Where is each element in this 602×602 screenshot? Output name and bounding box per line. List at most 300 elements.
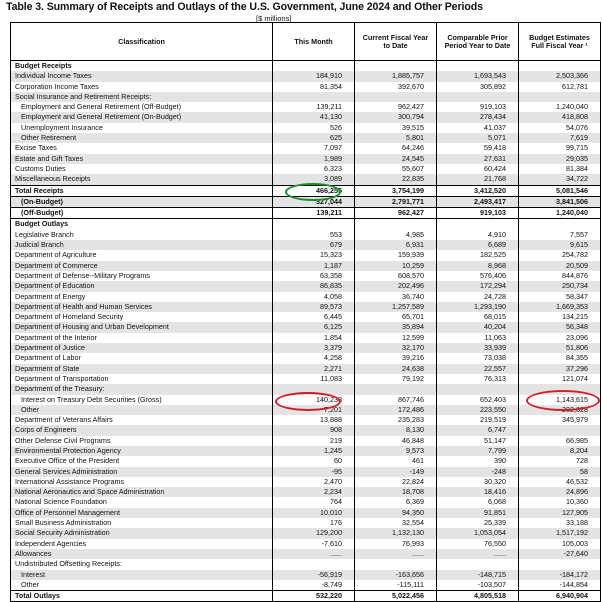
table-row [11, 528, 601, 538]
row-value: 2,271 [273, 364, 355, 374]
row-value: 2,470 [273, 477, 355, 487]
row-value: 39,216 [355, 353, 437, 363]
row-value: 5,071 [437, 133, 519, 143]
row-label: Employment and General Retirement (Off-Budget) [11, 102, 273, 112]
row-value: 9,573 [355, 446, 437, 456]
row-label: Environmental Protection Agency [11, 446, 273, 456]
row-value: 86,835 [273, 281, 355, 291]
row-value: 58,347 [519, 292, 601, 302]
row-value: 3,379 [273, 343, 355, 353]
row-value: 36,740 [355, 292, 437, 302]
row-value: 29,035 [519, 154, 601, 164]
row-value: 6,323 [273, 164, 355, 174]
row-value: -56,919 [273, 570, 355, 580]
row-value: 64,246 [355, 143, 437, 153]
table-row [11, 343, 601, 353]
row-label: Office of Personnel Management [11, 508, 273, 518]
row-value: 1,187 [273, 261, 355, 271]
row-value: 962,427 [355, 102, 437, 112]
row-value: 121,074 [519, 374, 601, 384]
row-value: -248 [437, 467, 519, 477]
table-row [11, 559, 601, 569]
row-value: 63,358 [273, 271, 355, 281]
row-label: Employment and General Retirement (On-Budget) [11, 112, 273, 122]
table-row [11, 436, 601, 446]
row-value: 33,939 [437, 343, 519, 353]
row-value [355, 219, 437, 230]
row-value: 56,348 [519, 322, 601, 332]
row-label: Legislative Branch [11, 230, 273, 240]
row-label: Individual Income Taxes [11, 71, 273, 81]
row-value: 18,416 [437, 487, 519, 497]
table-row [11, 185, 601, 196]
row-value: 1,669,353 [519, 302, 601, 312]
table-row [11, 133, 601, 143]
row-value: 7,201 [273, 405, 355, 415]
row-value: 139,211 [273, 208, 355, 219]
row-value: 81,384 [519, 164, 601, 174]
row-value: 76,993 [355, 539, 437, 549]
row-value: 32,170 [355, 343, 437, 353]
table-row [11, 508, 601, 518]
row-value: 300,794 [355, 112, 437, 122]
row-value: 176 [273, 518, 355, 528]
row-value: 18,708 [355, 487, 437, 497]
table-row [11, 250, 601, 260]
row-label: Department of Defense--Military Programs [11, 271, 273, 281]
row-value: 8,204 [519, 446, 601, 456]
table-row [11, 487, 601, 497]
row-value: 24,728 [437, 292, 519, 302]
row-value: 6,369 [355, 497, 437, 507]
row-value: -115,111 [355, 580, 437, 591]
row-value: 1,245 [273, 446, 355, 456]
row-value: 91,851 [437, 508, 519, 518]
row-value: 962,427 [355, 208, 437, 219]
row-label: Allowances [11, 549, 273, 559]
row-value: 127,905 [519, 508, 601, 518]
row-value: 22,824 [355, 477, 437, 487]
row-value: 202,496 [355, 281, 437, 291]
row-value: 235,283 [355, 415, 437, 425]
row-value: 4,910 [437, 230, 519, 240]
row-value [273, 559, 355, 569]
table-row [11, 549, 601, 559]
row-value [355, 384, 437, 394]
row-value: 6,125 [273, 322, 355, 332]
receipts-outlays-table [10, 22, 601, 602]
row-value: 5,801 [355, 133, 437, 143]
row-value: 11,083 [273, 374, 355, 384]
row-value: 6,940,904 [519, 591, 601, 602]
row-value: 4,985 [355, 230, 437, 240]
table-row [11, 374, 601, 384]
row-value: 1,143,615 [519, 395, 601, 405]
table-row [11, 539, 601, 549]
row-value: 576,406 [437, 271, 519, 281]
row-value: 345,979 [519, 415, 601, 425]
row-label: Total Outlays [11, 591, 273, 602]
row-label: Department of the Interior [11, 333, 273, 343]
row-value: 32,554 [355, 518, 437, 528]
row-value: 10,010 [273, 508, 355, 518]
row-label: Estate and Gift Taxes [11, 154, 273, 164]
row-value: 3,754,199 [355, 185, 437, 196]
row-value: 60 [273, 456, 355, 466]
row-value: 764 [273, 497, 355, 507]
row-value: 24,638 [355, 364, 437, 374]
row-value: 25,339 [437, 518, 519, 528]
row-value: -144,854 [519, 580, 601, 591]
row-value: 1,053,054 [437, 528, 519, 538]
row-value: 219,519 [437, 415, 519, 425]
row-value: -103,507 [437, 580, 519, 591]
header-budget-estimates: Budget Estimates Full Fiscal Year ¹ [519, 23, 601, 61]
row-label: Department of Health and Human Services [11, 302, 273, 312]
row-value: 46,848 [355, 436, 437, 446]
row-value: 81,354 [273, 82, 355, 92]
row-label: Customs Duties [11, 164, 273, 174]
row-value: 919,103 [437, 102, 519, 112]
row-value [519, 92, 601, 102]
row-value: 6,445 [273, 312, 355, 322]
table-row [11, 322, 601, 332]
row-value: 20,509 [519, 261, 601, 271]
row-value: 7,097 [273, 143, 355, 153]
row-value: 2,234 [273, 487, 355, 497]
row-value: 728 [519, 456, 601, 466]
row-value: 1,132,130 [355, 528, 437, 538]
table-row [11, 364, 601, 374]
row-value: 390 [437, 456, 519, 466]
table-row [11, 208, 601, 219]
row-value: 105,003 [519, 539, 601, 549]
row-value: 461 [355, 456, 437, 466]
table-row [11, 92, 601, 102]
row-label: Department of Agriculture [11, 250, 273, 260]
row-value: 24,545 [355, 154, 437, 164]
row-value: 1,240,040 [519, 208, 601, 219]
row-value: 2,503,366 [519, 71, 601, 81]
row-value [519, 559, 601, 569]
row-value: -8,749 [273, 580, 355, 591]
table-row [11, 123, 601, 133]
row-value: 4,058 [273, 292, 355, 302]
row-value: 159,939 [355, 250, 437, 260]
row-value: 1,885,757 [355, 71, 437, 81]
section-header-row [11, 219, 601, 230]
table-row [11, 591, 601, 602]
table-row [11, 415, 601, 425]
table-row [11, 154, 601, 164]
table-row [11, 230, 601, 240]
row-value: 6,068 [437, 497, 519, 507]
row-value: 37,296 [519, 364, 601, 374]
row-value: 84,355 [519, 353, 601, 363]
row-value [273, 61, 355, 72]
row-value: 418,808 [519, 112, 601, 122]
table-row [11, 281, 601, 291]
table-row [11, 261, 601, 271]
row-value: 223,550 [437, 405, 519, 415]
row-label: Total Receipts [11, 185, 273, 196]
row-value [437, 92, 519, 102]
table-row [11, 82, 601, 92]
table-row [11, 312, 601, 322]
row-label: International Assistance Programs [11, 477, 273, 487]
row-value: 27,631 [437, 154, 519, 164]
row-value: 2,493,417 [437, 196, 519, 207]
table-row [11, 112, 601, 122]
row-value: ...... [437, 549, 519, 559]
row-label: Other [11, 405, 273, 415]
row-value: 34,722 [519, 174, 601, 185]
row-value: 33,188 [519, 518, 601, 528]
row-value: 99,715 [519, 143, 601, 153]
row-label: Social Insurance and Retirement Receipts: [11, 92, 273, 102]
row-value: 625 [273, 133, 355, 143]
row-value: 55,607 [355, 164, 437, 174]
row-label: Undistributed Offsetting Receipts: [11, 559, 273, 569]
row-label: Budget Receipts [11, 61, 273, 72]
row-value: 59,418 [437, 143, 519, 153]
row-label: General Services Administration [11, 467, 273, 477]
row-value: -95 [273, 467, 355, 477]
table-row [11, 240, 601, 250]
header-prior-fytd: Comparable Prior Period Year to Date [437, 23, 519, 61]
row-label: Corporation Income Taxes [11, 82, 273, 92]
row-value: 76,313 [437, 374, 519, 384]
row-label: National Aeronautics and Space Administration [11, 487, 273, 497]
row-value [273, 219, 355, 230]
row-value: -163,656 [355, 570, 437, 580]
row-label: Department of Homeland Security [11, 312, 273, 322]
row-value [519, 61, 601, 72]
row-value: 532,220 [273, 591, 355, 602]
row-value: 139,211 [273, 102, 355, 112]
table-row [11, 71, 601, 81]
row-value: 844,876 [519, 271, 601, 281]
table-row [11, 405, 601, 415]
row-value: 51,147 [437, 436, 519, 446]
header-classification: Classification [11, 23, 273, 61]
row-value: 68,015 [437, 312, 519, 322]
page-title: Table 3. Summary of Receipts and Outlays of the U.S. Government, June 2024 and Other Periods [6, 1, 483, 13]
table-row [11, 353, 601, 363]
row-value [519, 219, 601, 230]
row-value: 184,910 [273, 71, 355, 81]
row-value: 4,805,518 [437, 591, 519, 602]
row-value: 66,985 [519, 436, 601, 446]
table-row [11, 477, 601, 487]
table-row [11, 271, 601, 281]
row-value: 254,782 [519, 250, 601, 260]
row-value [519, 425, 601, 435]
table-header-row [11, 23, 601, 61]
row-label: Miscellaneous Receipts [11, 174, 273, 185]
row-value: 60,424 [437, 164, 519, 174]
row-value: 13,888 [273, 415, 355, 425]
row-label: Interest [11, 570, 273, 580]
table-row [11, 580, 601, 591]
row-value [437, 61, 519, 72]
row-label: Executive Office of the President [11, 456, 273, 466]
row-value: 250,734 [519, 281, 601, 291]
table-row [11, 497, 601, 507]
row-value: 1,293,190 [437, 302, 519, 312]
row-value: 202,028 [519, 405, 601, 415]
row-value: 21,768 [437, 174, 519, 185]
row-label: Department of Veterans Affairs [11, 415, 273, 425]
row-value [437, 219, 519, 230]
table-row [11, 302, 601, 312]
row-value: 172,294 [437, 281, 519, 291]
row-value: 305,892 [437, 82, 519, 92]
row-value [437, 559, 519, 569]
row-value: 1,517,192 [519, 528, 601, 538]
table-row [11, 102, 601, 112]
row-value: 278,434 [437, 112, 519, 122]
row-value: 867,746 [355, 395, 437, 405]
row-value: 134,215 [519, 312, 601, 322]
row-value: 8,968 [437, 261, 519, 271]
table-row [11, 196, 601, 207]
row-value: 919,103 [437, 208, 519, 219]
row-value: 11,063 [437, 333, 519, 343]
row-value: 41,037 [437, 123, 519, 133]
row-value [519, 384, 601, 394]
row-value [355, 61, 437, 72]
row-value: 79,192 [355, 374, 437, 384]
row-value: 1,854 [273, 333, 355, 343]
row-label: Department of Housing and Urban Development [11, 322, 273, 332]
row-value: 6,689 [437, 240, 519, 250]
row-value: 526 [273, 123, 355, 133]
row-label: (On-Budget) [11, 196, 273, 207]
row-value: 1,989 [273, 154, 355, 164]
table-row [11, 518, 601, 528]
row-value: 6,747 [437, 425, 519, 435]
row-value: ...... [273, 549, 355, 559]
row-value: 23,096 [519, 333, 601, 343]
row-value: 1,257,589 [355, 302, 437, 312]
row-value: 466,255 [273, 185, 355, 196]
table-row [11, 456, 601, 466]
table-row [11, 174, 601, 185]
row-label: Budget Outlays [11, 219, 273, 230]
row-value: 22,835 [355, 174, 437, 185]
table-row [11, 384, 601, 394]
row-value: 46,532 [519, 477, 601, 487]
row-value [273, 384, 355, 394]
row-value: 10,259 [355, 261, 437, 271]
row-label: Other Retirement [11, 133, 273, 143]
row-value: 8,130 [355, 425, 437, 435]
row-value: 89,573 [273, 302, 355, 312]
row-label: Corps of Engineers [11, 425, 273, 435]
row-value: 129,200 [273, 528, 355, 538]
table-row [11, 143, 601, 153]
row-value: 30,320 [437, 477, 519, 487]
row-label: Department of Transportation [11, 374, 273, 384]
row-value: 5,081,546 [519, 185, 601, 196]
row-label: Independent Agencies [11, 539, 273, 549]
table-row [11, 395, 601, 405]
row-label: Other [11, 580, 273, 591]
row-value: 76,550 [437, 539, 519, 549]
row-value: 652,403 [437, 395, 519, 405]
row-value [355, 559, 437, 569]
row-label: Department of State [11, 364, 273, 374]
row-label: Department of the Treasury: [11, 384, 273, 394]
row-value: -148,715 [437, 570, 519, 580]
row-value: 7,557 [519, 230, 601, 240]
row-value: 6,931 [355, 240, 437, 250]
table-row [11, 570, 601, 580]
row-value: 12,599 [355, 333, 437, 343]
row-label: Excise Taxes [11, 143, 273, 153]
row-label: (Off-Budget) [11, 208, 273, 219]
row-value: 24,896 [519, 487, 601, 497]
units-label: [$ millions] [256, 14, 292, 23]
row-value: 553 [273, 230, 355, 240]
row-label: Department of Commerce [11, 261, 273, 271]
header-this-month: This Month [273, 23, 355, 61]
row-value: 392,670 [355, 82, 437, 92]
row-value: 219 [273, 436, 355, 446]
row-value: 73,038 [437, 353, 519, 363]
row-value: 65,701 [355, 312, 437, 322]
row-value: 22,557 [437, 364, 519, 374]
table-row [11, 467, 601, 477]
row-value: 40,204 [437, 322, 519, 332]
row-label: Social Security Administration [11, 528, 273, 538]
row-value: 39,515 [355, 123, 437, 133]
row-value: 612,781 [519, 82, 601, 92]
section-header-row [11, 61, 601, 72]
row-value: 1,693,543 [437, 71, 519, 81]
row-value: 94,350 [355, 508, 437, 518]
row-value: 9,615 [519, 240, 601, 250]
row-value: -7,610 [273, 539, 355, 549]
row-value: 41,130 [273, 112, 355, 122]
row-value: -27,640 [519, 549, 601, 559]
row-value: 1,240,040 [519, 102, 601, 112]
row-label: Department of Energy [11, 292, 273, 302]
row-value: 4,258 [273, 353, 355, 363]
row-value: 54,076 [519, 123, 601, 133]
row-value: 2,791,771 [355, 196, 437, 207]
row-value: 15,323 [273, 250, 355, 260]
row-value: 58 [519, 467, 601, 477]
row-value: 327,044 [273, 196, 355, 207]
table-row [11, 292, 601, 302]
row-value: 182,525 [437, 250, 519, 260]
row-label: National Science Foundation [11, 497, 273, 507]
row-value: 908 [273, 425, 355, 435]
row-value [437, 384, 519, 394]
table-row [11, 333, 601, 343]
row-label: Department of Labor [11, 353, 273, 363]
row-label: Interest on Treasury Debt Securities (Gross) [11, 395, 273, 405]
row-value: 10,360 [519, 497, 601, 507]
row-value: 679 [273, 240, 355, 250]
row-value: 5,022,456 [355, 591, 437, 602]
row-value: 140,238 [273, 395, 355, 405]
row-label: Small Business Administration [11, 518, 273, 528]
row-label: Department of Education [11, 281, 273, 291]
row-label: Other Defense Civil Programs [11, 436, 273, 446]
